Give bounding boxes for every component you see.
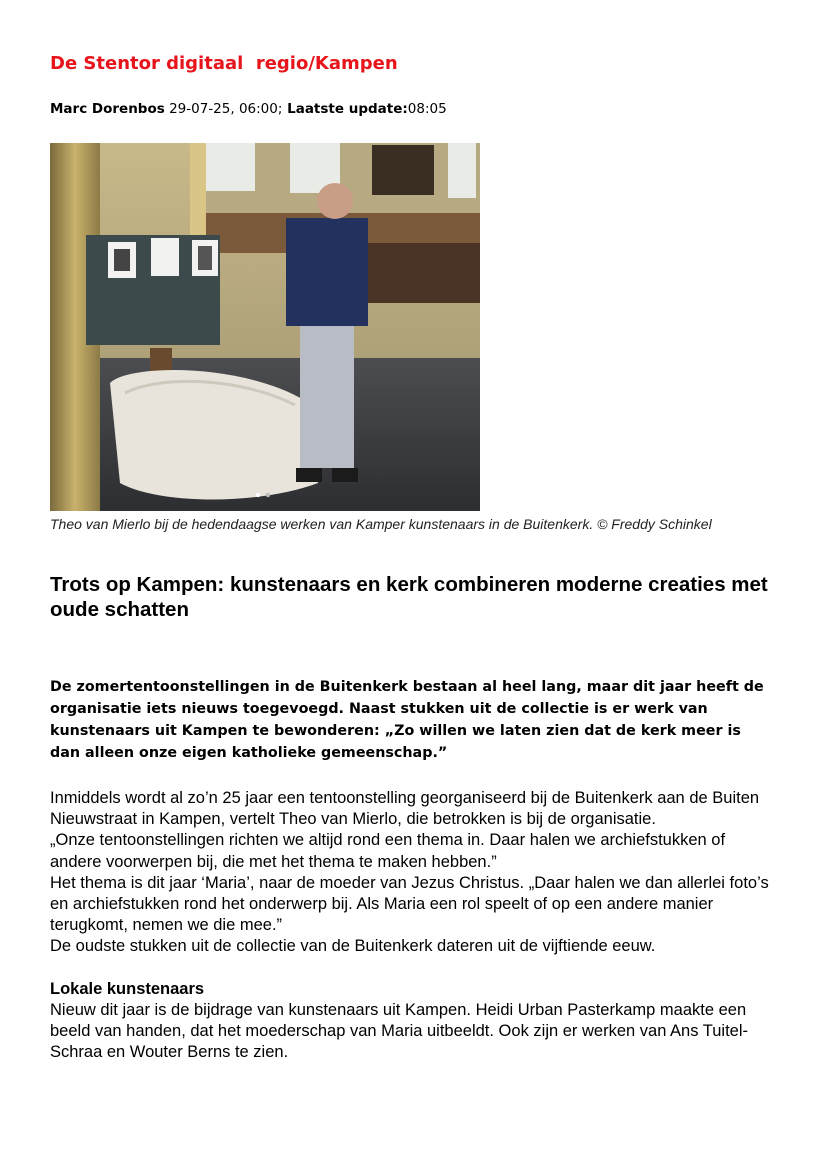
update-label: Laatste update: bbox=[282, 101, 408, 117]
article-body bbox=[50, 788, 780, 1063]
body-paragraph: Nieuw dit jaar is de bijdrage van kunstenaars uit Kampen. Heidi Urban Pasterkamp maakte een beeld van handen, dat het moederschap van Maria uitbeeldt. Ook zijn er werken van Ans Tuitel-Schraa en Wouter Berns te zien. bbox=[50, 1000, 748, 1062]
author-name: Marc Dorenbos bbox=[50, 101, 165, 117]
article-headline: Trots op Kampen: kunstenaars en kerk combineren moderne creaties met oude schatten bbox=[50, 573, 768, 621]
article-intro: De zomertentoonstellingen in de Buitenkerk bestaan al heel lang, maar dit jaar heeft de organisatie iets nieuws toegevoegd. Naast stukken uit de collectie is er werk van kunstenaars uit Kampen te bewonderen: „Zo willen we laten zien dat de kerk meer is dan alleen onze eigen katholieke gemeenschap.” bbox=[50, 679, 764, 761]
publish-date: 29-07-25, 06:00; bbox=[164, 101, 283, 117]
body-paragraph: Het thema is dit jaar ‘Maria’, naar de moeder van Jezus Christus. „Daar halen we dan allerlei foto’s en archiefstukken rond het onderwerp bij. Als Maria een rol speelt of op een andere manier terugkomt, nemen we die mee.” bbox=[50, 873, 769, 935]
body-paragraph: Inmiddels wordt al zo’n 25 jaar een tentoonstelling georganiseerd bij de Buitenkerk aan de Buiten Nieuwstraat in Kampen, vertelt Theo van Mierlo, die betrokken is bij de organisatie. bbox=[50, 789, 760, 829]
photo-caption: Theo van Mierlo bij de hedendaagse werken van Kamper kunstenaars in de Buitenkerk. © Freddy Schinkel bbox=[50, 516, 712, 532]
source-title: De Stentor digitaal regio/Kampen bbox=[50, 53, 398, 74]
byline bbox=[50, 101, 447, 117]
body-paragraph: „Onze tentoonstellingen richten we altijd rond een thema in. Daar halen we archiefstukken of andere voorwerpen bij, die met het thema te maken hebben.” bbox=[50, 831, 726, 871]
update-time: 08:05 bbox=[407, 101, 447, 117]
section-subhead: Lokale kunstenaars bbox=[50, 979, 205, 998]
body-paragraph: De oudste stukken uit de collectie van de Buitenkerk dateren uit de vijftiende eeuw. bbox=[50, 937, 656, 956]
article-photo[interactable] bbox=[50, 143, 480, 511]
